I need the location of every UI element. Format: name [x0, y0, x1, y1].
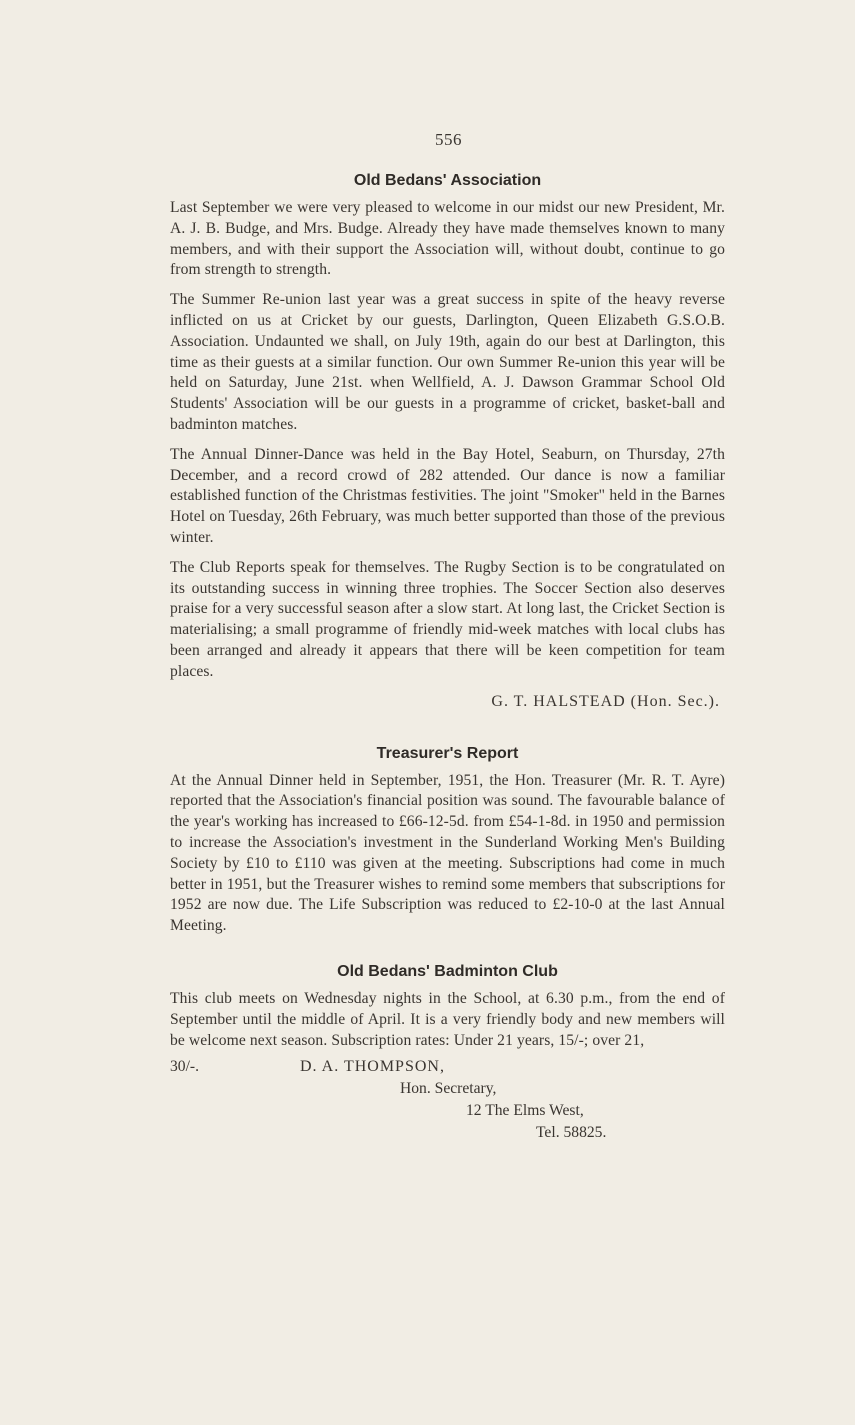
association-paragraph: The Summer Re-union last year was a great success in spite of the heavy reverse inflicted on us at Cricket by our guests, Darlington, Queen Elizabeth G.S.O.B. Association. Undaunted we shall, on July 19th, again do our best at Darlington, this time as their guests at a similar function. Our own Summer Re-union this year will be held on Saturday, June 21st. when Wellfield, A. J. Dawson Grammar School Old Students' Association will be our guests in a programme of cricket, basket-ball and badminton matches.: [170, 291, 725, 433]
page-number: 556: [435, 130, 462, 149]
badminton-section: [170, 963, 725, 1144]
treasurer-paragraph: At the Annual Dinner held in September, 1951, the Hon. Treasurer (Mr. R. T. Ayre) reported that the Association's financial position was sound. The favourable balance of the year's working has increased to £66-12-5d. from £54-1-8d. in 1950 and permission to increase the Association's investment in the Sunderland Working Men's Building Society by £10 to £110 was given at the meeting. Subscriptions had come in much better in 1951, but the Treasurer wishes to remind some members that subscriptions for 1952 are now due. The Life Subscription was reduced to £2-10-0 at the last Annual Meeting.: [170, 771, 725, 935]
treasurer-section: [170, 745, 725, 937]
association-heading: Old Bedans' Association: [353, 172, 542, 189]
association-paragraph: The Annual Dinner-Dance was held in the Bay Hotel, Seaburn, on Thursday, 27th December, and a record crowd of 282 attended. Our dance is now a familiar established function of the Christmas festivities. The joint "Smoker" held in the Barnes Hotel on Tuesday, 26th February, was much better supported than those of the previous winter.: [170, 445, 725, 546]
association-signature: G. T. HALSTEAD (Hon. Sec.).: [491, 692, 720, 710]
badminton-paragraph: This club meets on Wednesday nights in the School, at 6.30 p.m., from the end of September until the middle of April. It is a very friendly body and new members will be welcome next season. Subscription rates: Under 21 years, 15/-; over 21,: [170, 989, 725, 1049]
secretary-address: 12 The Elms West,: [466, 1102, 584, 1120]
association-paragraph: Last September we were very pleased to welcome in our midst our new President, Mr. A. J. B. Budge, and Mrs. Budge. Already they have made themselves known to many members, and with their support the Association will, without doubt, continue to go from strength to strength.: [170, 199, 725, 279]
document-page: [170, 130, 725, 1144]
secretary-telephone: Tel. 58825.: [536, 1124, 607, 1142]
association-section: [170, 172, 725, 711]
association-paragraph: The Club Reports speak for themselves. The Rugby Section is to be congratulated on its outstanding success in winning three trophies. The Soccer Section also deserves praise for a very successful season after a slow start. At long last, the Cricket Section is materialising; a small programme of friendly mid-week matches with local clubs has been arranged and already it appears that there will be keen competition for team places.: [170, 558, 725, 680]
badminton-heading: Old Bedans' Badminton Club: [337, 962, 558, 980]
treasurer-heading: Treasurer's Report: [376, 744, 519, 762]
secretary-name: D. A. THOMPSON,: [300, 1058, 445, 1076]
secretary-title: Hon. Secretary,: [400, 1080, 497, 1098]
badminton-closing: [170, 1057, 725, 1078]
badminton-fee: 30/-.: [170, 1058, 200, 1076]
